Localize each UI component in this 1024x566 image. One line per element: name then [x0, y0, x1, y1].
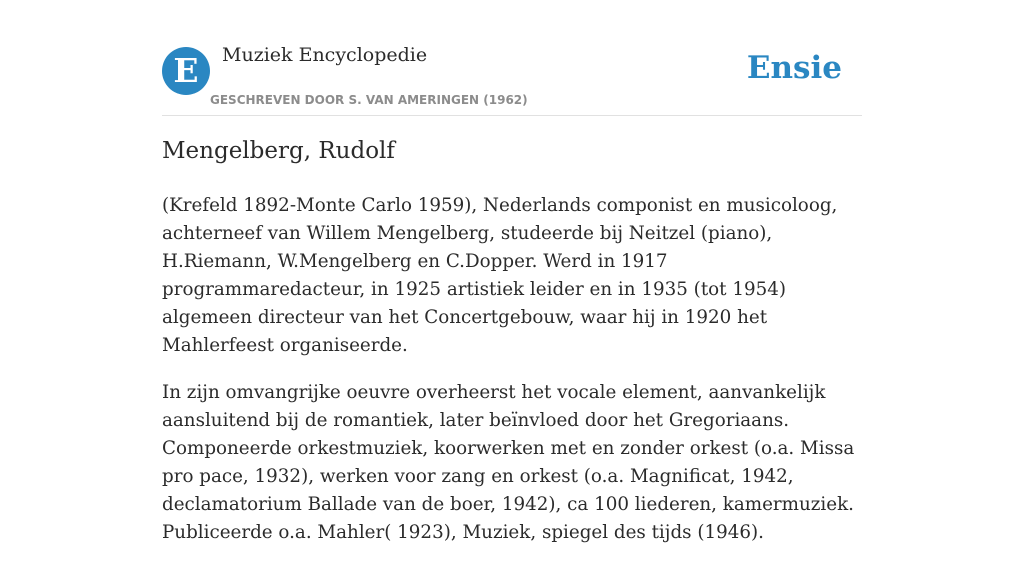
- encyclopedia-logo-icon[interactable]: E: [162, 47, 210, 95]
- entry-paragraph-2: In zijn omvangrijke oeuvre overheerst het vocale element, aanvankelijk aansluitend bij de romantiek, later beïnvloed door het Gregoriaans. Componeerde orkestmuziek, koorwerken met en zonder orkest (o.a. Missa pro pace, 1932), werken voor zang en orkest (o.a. Magnificat, 1942, declamatorium Ballade van de boer, 1942), ca 100 liederen, kamermuziek. Publiceerde o.a. Mahler( 1923), Muziek, spiegel des tijds (1946).: [162, 382, 855, 543]
- encyclopedia-title-link[interactable]: Muziek Encyclopedie: [222, 44, 428, 66]
- entry-title: Mengelberg, Rudolf: [162, 138, 395, 164]
- entry-paragraph-1: (Krefeld 1892-Monte Carlo 1959), Nederlands componist en musicoloog, achterneef van Willem Mengelberg, studeerde bij Neitzel (piano), H.Riemann, W.Mengelberg en C.Dopper. Werd in 1917 programmaredacteur, in 1925 artistiek leider en in 1935 (tot 1954) algemeen directeur van het Concertgebouw, waar hij in 1920 het Mahlerfeest organiseerde.: [162, 195, 838, 356]
- content-container: [162, 0, 862, 543]
- ensie-brand-logo[interactable]: Ensie: [746, 50, 842, 86]
- site-header: [162, 0, 862, 116]
- entry-body: [162, 192, 862, 566]
- author-line: GESCHREVEN DOOR S. VAN AMERINGEN (1962): [210, 93, 528, 107]
